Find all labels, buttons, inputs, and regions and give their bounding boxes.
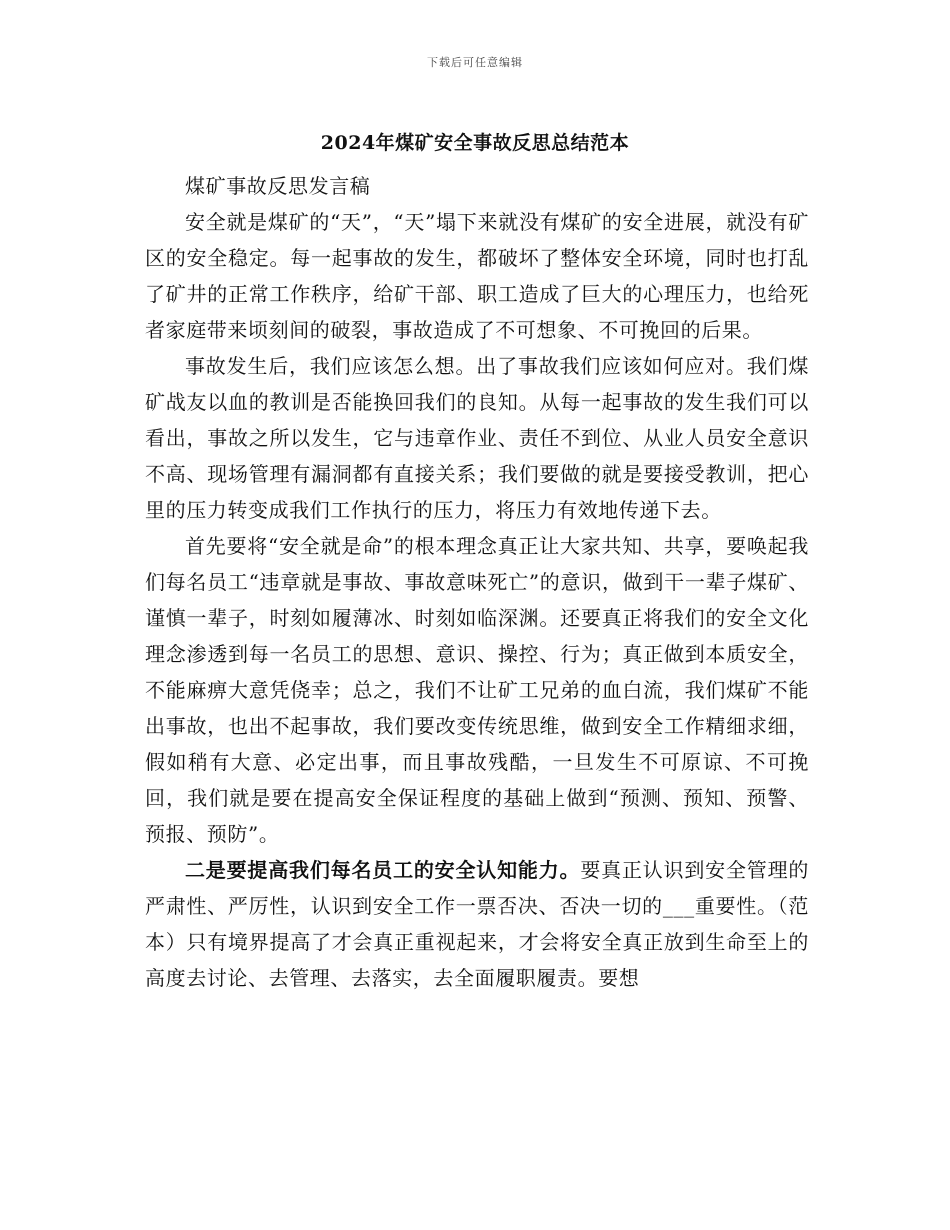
paragraph-4-text: 要真正认识到安全管理的严肃性、严厉性，认识到安全工作一票否决、否决一切的___重要性。（范本）只有境界提高了才会真正重视起来，才会将安全真正放到生命至上的高度去讨论、去管理、去落实，去全面履职履责。要想	[145, 858, 809, 990]
paragraph-4	[145, 852, 809, 996]
document-body	[145, 168, 809, 996]
paragraph-3: 首先要将“安全就是命”的根本理念真正让大家共知、共享，要唤起我们每名员工“违章就是事故、事故意味死亡”的意识，做到干一辈子煤矿、谨慎一辈子，时刻如履薄冰、时刻如临深渊。还要真正将我们的安全文化理念渗透到每一名员工的思想、意识、操控、行为；真正做到本质安全，不能麻痹大意凭侥幸；总之，我们不让矿工兄弟的血白流，我们煤矿不能出事故，也出不起事故，我们要改变传统思维，做到安全工作精细求细，假如稍有大意、必定出事，而且事故残酷，一旦发生不可原谅、不可挽回，我们就是要在提高安全保证程度的基础上做到“预测、预知、预警、预报、预防”。	[145, 534, 809, 846]
page-header-note: 下载后可任意编辑	[427, 56, 523, 69]
paragraph-2: 事故发生后，我们应该怎么想。出了事故我们应该如何应对。我们煤矿战友以血的教训是否能换回我们的良知。从每一起事故的发生我们可以看出，事故之所以发生，它与违章作业、责任不到位、从业人员安全意识不高、现场管理有漏洞都有直接关系；我们要做的就是要接受教训，把心里的压力转变成我们工作执行的压力，将压力有效地传递下去。	[145, 354, 809, 522]
paragraph-4-lead: 二是要提高我们每名员工的安全认知能力。	[185, 858, 581, 882]
document-subtitle: 煤矿事故反思发言稿	[185, 174, 371, 198]
paragraph-1: 安全就是煤矿的“天”，“天”塌下来就没有煤矿的安全进展，就没有矿区的安全稳定。每一起事故的发生，都破坏了整体安全环境，同时也打乱了矿井的正常工作秩序，给矿干部、职工造成了巨大的心理压力，也给死者家庭带来顷刻间的破裂，事故造成了不可想象、不可挽回的后果。	[145, 210, 809, 342]
document-title: 2024年煤矿安全事故反思总结范本	[320, 132, 630, 154]
